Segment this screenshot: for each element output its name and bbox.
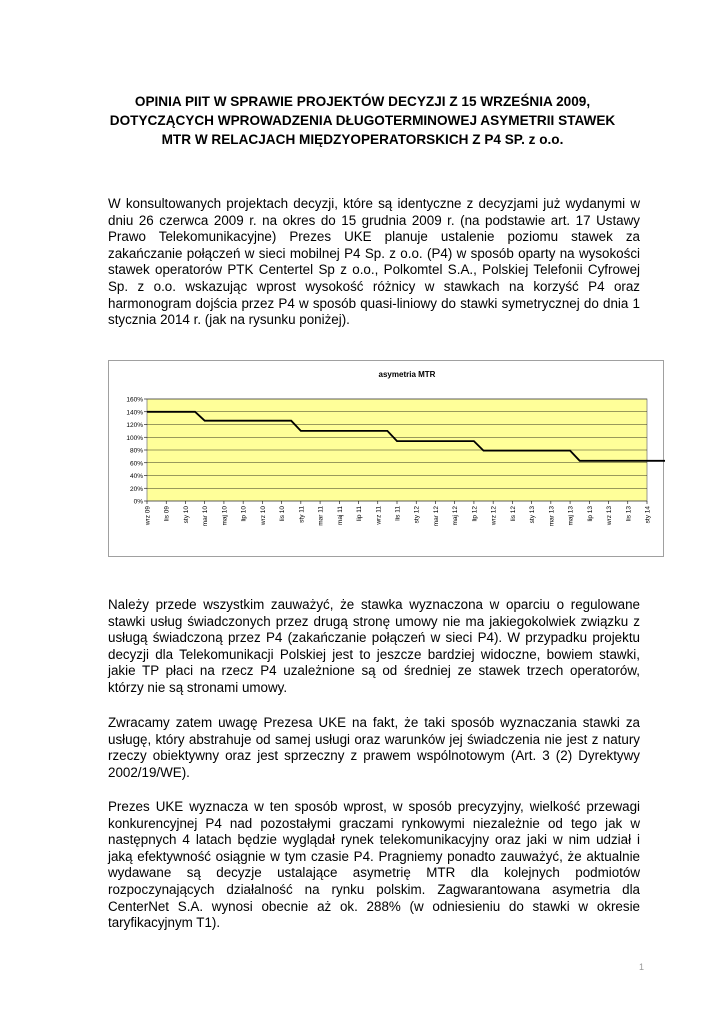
x-tick-label: lis 12 (509, 506, 517, 522)
y-tick-label: 100% (126, 434, 143, 442)
paragraph: Zwracamy zatem uwagę Prezesa UKE na fakt, że taki sposób wyznaczania stawki za usługę, który abstrahuje od samej usługi oraz warunków jej świadczenia nie jest z natury rzeczy obiektywny oraz jest sprzeczny z prawem wspólnotowym (Art. 3 (2) Dyrektywy 2002/19/WE). (108, 715, 640, 780)
x-tick-label: sty 12 (413, 506, 421, 524)
x-tick-label: sty 14 (644, 506, 652, 524)
chart-title: asymetria MTR (378, 370, 436, 379)
x-tick-label: lip 13 (586, 506, 594, 522)
x-tick-label: lip 10 (240, 506, 248, 522)
x-tick-label: sty 11 (298, 506, 306, 523)
x-tick-label: mar 13 (548, 506, 556, 527)
x-tick-label: wrz 10 (259, 506, 267, 526)
x-tick-label: sty 10 (182, 506, 190, 524)
x-tick-label: lip 11 (356, 506, 364, 522)
y-tick-label: 40% (129, 473, 143, 480)
y-tick-label: 80% (129, 447, 143, 455)
x-tick-label: mar 11 (317, 506, 325, 526)
title-line: OPINIA PIIT W SPRAWIE PROJEKTÓW DECYZJI Z 15 WRZEŚNIA 2009, (134, 94, 591, 109)
x-tick-label: lis 13 (625, 506, 633, 522)
x-tick-label: wrz 09 (144, 506, 152, 526)
y-tick-label: 160% (126, 396, 143, 404)
chart-svg (109, 361, 665, 558)
title-line: MTR W RELACJACH MIĘDZYOPERATORSKICH Z P4 SP. z o.o. (161, 132, 564, 147)
paragraph: Prezes UKE wyznacza w ten sposób wprost, w sposób precyzyjny, wielkość przewagi konkurencyjnej P4 nad pozostałymi graczami rynkowymi niezależnie od tego jak w następnych 4 latach będzie wyglądał rynek telekomunikacyjny oraz jaki w nim udział i jaką efektywność osiągnie w tym czasie P4. Pragniemy ponadto zauważyć, że aktualnie wydawane są decyzje ustalające asymetrię MTR dla kolejnych podmiotów rozpoczynających działalność na rynku polskim. Zagwarantowana asymetria dla CenterNet S.A. wynosi obecnie aż ok. 288% (w odniesieniu do stawki w okresie taryfikacyjnym T1). (108, 799, 640, 931)
x-tick-label: maj 11 (336, 506, 344, 526)
x-tick-label: lip 12 (471, 506, 479, 522)
y-tick-label: 20% (129, 485, 143, 493)
x-tick-label: lis 10 (279, 506, 287, 522)
x-tick-label: mar 10 (202, 506, 210, 527)
x-tick-label: maj 10 (221, 506, 229, 526)
y-tick-label: 120% (126, 422, 143, 429)
x-tick-label: lis 09 (163, 506, 171, 522)
x-tick-label: wrz 11 (375, 506, 383, 525)
y-tick-label: 140% (126, 409, 143, 417)
x-tick-label: maj 13 (567, 506, 575, 526)
paragraph: W konsultowanych projektach decyzji, które są identyczne z decyzjami już wydanymi w dniu 26 czerwca 2009 r. na okres do 15 grudnia 2009 r. (na podstawie art. 17 Ustawy Prawo Telekomunikacyjne) Prezes UKE planuje ustalenie poziomu stawek za zakańczanie połączeń w sieci mobilnej P4 Sp. z o.o. (P4) w sposób oparty na wysokości stawek operatorów PTK Centertel Sp z o.o., Polkomtel S.A., Polskiej Telefonii Cyfrowej Sp. z o.o. wskazując wprost wysokość różnicy w stawkach na korzyść P4 oraz harmonogram dojścia przez P4 w sposób quasi-liniowy do stawki symetrycznej do dnia 1 stycznia 2014 r. (jak na rysunku poniżej). (108, 196, 640, 328)
title-line: DOTYCZĄCYCH WPROWADZENIA DŁUGOTERMINOWEJ ASYMETRII STAWEK (109, 113, 616, 128)
x-tick-label: maj 12 (452, 506, 460, 526)
y-tick-label: 60% (129, 460, 143, 468)
x-tick-label: wrz 13 (606, 506, 614, 526)
asymmetry-chart (108, 360, 664, 557)
document-title (92, 92, 633, 149)
y-tick-label: 0% (133, 498, 143, 506)
x-tick-label: sty 13 (529, 506, 537, 524)
x-tick-label: mar 12 (432, 506, 440, 527)
paragraph: Należy przede wszystkim zauważyć, że stawka wyznaczona w oparciu o regulowane stawki usług świadczonych przez drugą stronę umowy nie ma jakiegokolwiek związku z usługą świadczoną przez P4 (zakańczanie połączeń w sieci P4). W przypadku projektu decyzji dla Telekomunikacji Polskiej jest to jeszcze bardziej widoczne, bowiem stawki, jakie TP płaci na rzecz P4 uzależnione są od średniej ze stawek trzech operatorów, którzy nie są stronami umowy. (108, 597, 640, 695)
x-tick-label: wrz 12 (490, 506, 498, 526)
x-tick-label: lis 11 (394, 506, 402, 521)
page-number: 1 (638, 962, 644, 972)
